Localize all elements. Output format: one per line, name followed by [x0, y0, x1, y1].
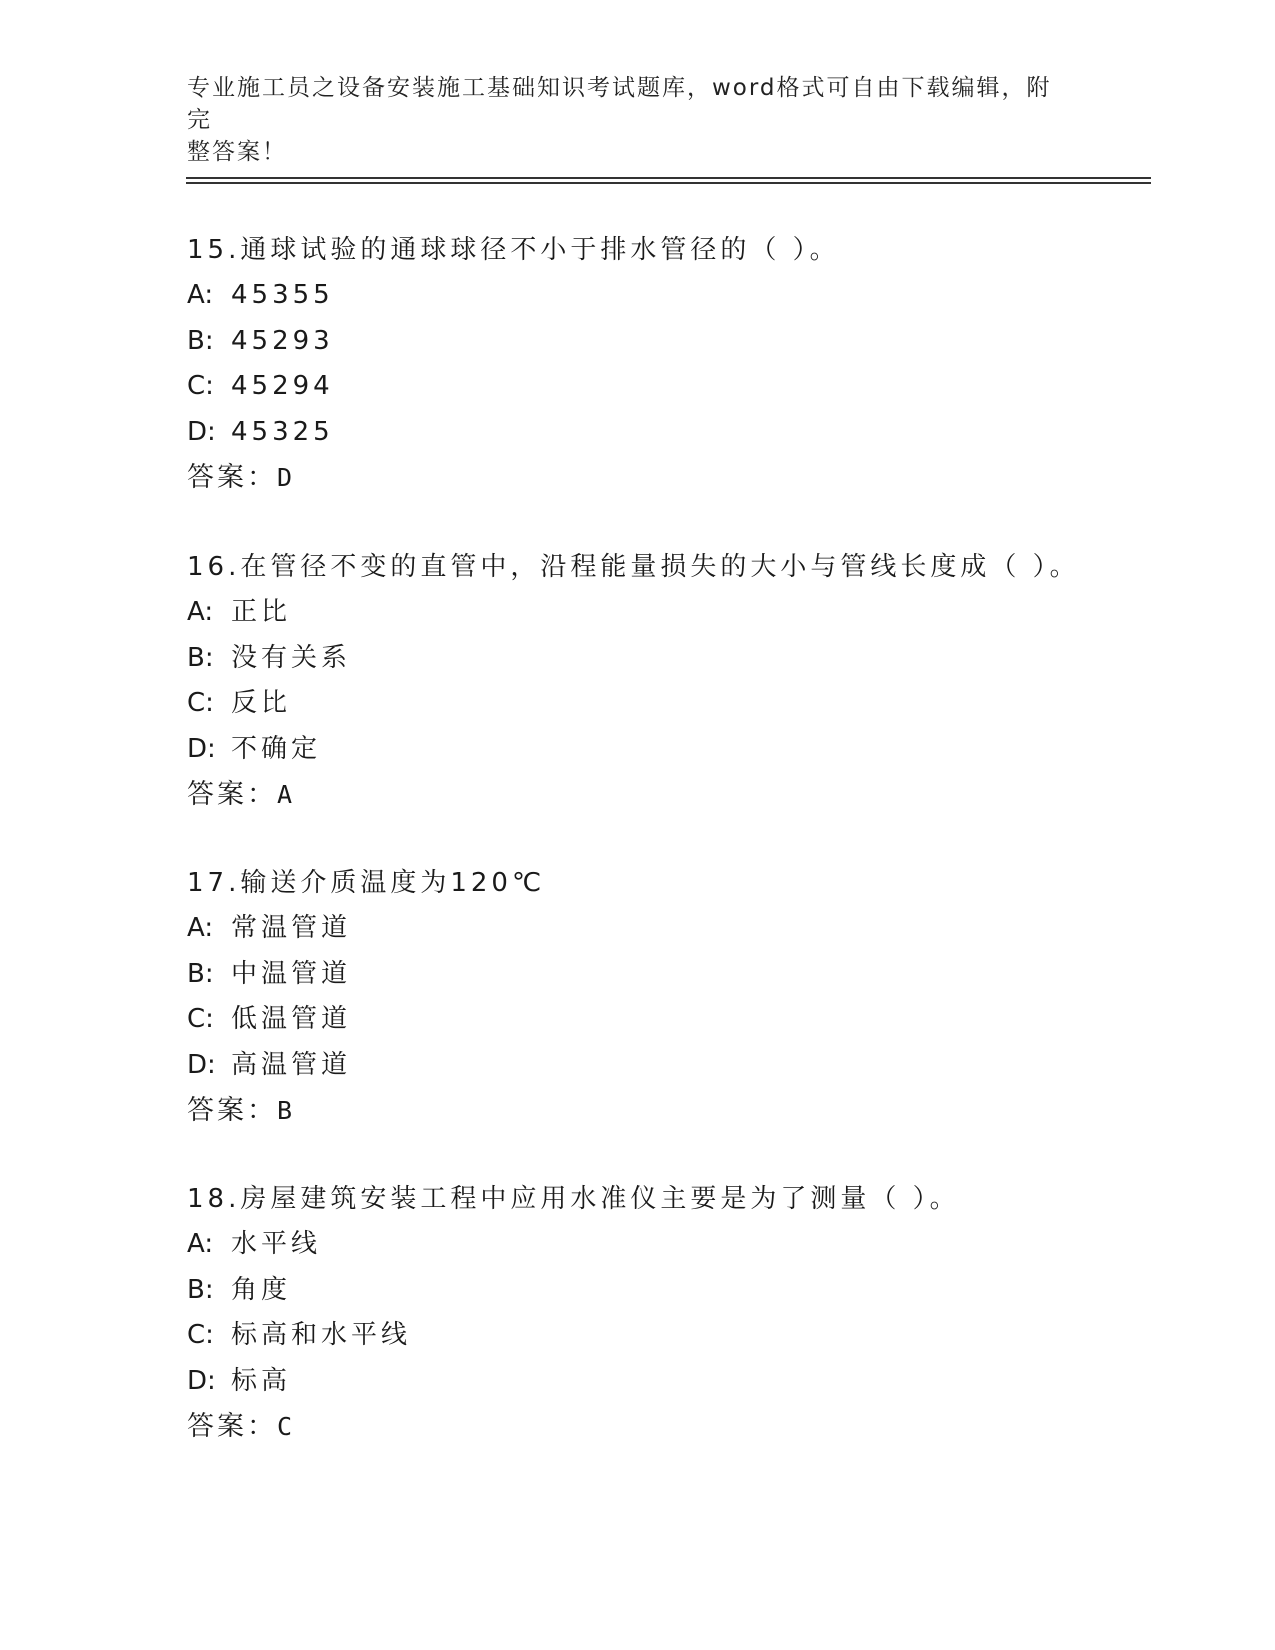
option-letter: C: — [187, 1320, 214, 1350]
option-d — [187, 727, 1147, 773]
option-d — [187, 1359, 1147, 1405]
option-c — [187, 364, 1147, 410]
option-c — [187, 681, 1147, 727]
header-line-2: 整答案！ — [187, 139, 287, 165]
question-16 — [187, 545, 1147, 817]
question-stem: 18.房屋建筑安装工程中应用水准仪主要是为了测量（ ）。 — [187, 1184, 960, 1214]
option-text: 不确定 — [231, 733, 322, 764]
answer-label: 答案： — [187, 779, 277, 810]
option-letter: C: — [187, 371, 214, 401]
answer-line — [187, 1404, 1147, 1449]
option-letter: A: — [187, 913, 214, 943]
question-15 — [187, 228, 1147, 500]
question-stem: 15.通球试验的通球球径不小于排水管径的（ ）。 — [187, 235, 840, 265]
option-letter: D: — [187, 733, 216, 764]
option-a — [187, 273, 1147, 319]
option-text: 标高和水平线 — [231, 1320, 412, 1350]
option-text: 45325 — [231, 416, 334, 447]
option-letter: A: — [187, 1229, 214, 1259]
option-a — [187, 1222, 1147, 1268]
option-text: 正比 — [231, 597, 292, 627]
option-letter: B: — [187, 642, 214, 673]
option-text: 中温管道 — [231, 958, 352, 989]
question-stem: 17.输送介质温度为120℃ — [187, 868, 546, 898]
answer-value: C — [277, 1412, 293, 1441]
answer-label: 答案： — [187, 1411, 277, 1442]
option-letter: A: — [187, 280, 214, 310]
option-c — [187, 997, 1147, 1043]
option-letter: B: — [187, 958, 214, 989]
answer-value: B — [277, 1096, 293, 1125]
question-17 — [187, 861, 1147, 1133]
option-b — [187, 319, 1147, 365]
answer-line — [187, 455, 1147, 500]
answer-label: 答案： — [187, 1095, 277, 1126]
option-b — [187, 636, 1147, 682]
option-text: 常温管道 — [231, 913, 352, 943]
option-letter: D: — [187, 416, 216, 447]
option-text: 没有关系 — [231, 642, 352, 673]
header-divider-bottom — [186, 182, 1151, 184]
option-text: 45294 — [231, 371, 334, 401]
document-header — [187, 72, 1067, 168]
option-d — [187, 410, 1147, 456]
option-c — [187, 1313, 1147, 1359]
option-letter: D: — [187, 1365, 216, 1396]
answer-value: D — [277, 463, 293, 492]
option-text: 反比 — [231, 688, 292, 718]
header-line-1: 专业施工员之设备安装施工基础知识考试题库，word格式可自由下载编辑，附完 — [187, 75, 1052, 133]
option-letter: C: — [187, 688, 214, 718]
option-text: 角度 — [231, 1274, 292, 1305]
option-text: 水平线 — [231, 1229, 322, 1259]
option-letter: B: — [187, 325, 214, 356]
option-letter: C: — [187, 1004, 214, 1034]
option-letter: A: — [187, 597, 214, 627]
option-text: 45355 — [231, 280, 334, 310]
option-a — [187, 906, 1147, 952]
question-stem: 16.在管径不变的直管中，沿程能量损失的大小与管线长度成（ ）。 — [187, 552, 1080, 582]
header-divider-top — [186, 177, 1151, 179]
question-18 — [187, 1177, 1147, 1449]
answer-value: A — [277, 780, 293, 809]
answer-line — [187, 1088, 1147, 1133]
option-text: 低温管道 — [231, 1004, 352, 1034]
option-text: 标高 — [231, 1365, 292, 1396]
option-b — [187, 952, 1147, 998]
option-a — [187, 590, 1147, 636]
option-letter: D: — [187, 1049, 216, 1080]
option-text: 高温管道 — [231, 1049, 352, 1080]
option-letter: B: — [187, 1274, 214, 1305]
answer-line — [187, 772, 1147, 817]
answer-label: 答案： — [187, 462, 277, 493]
option-b — [187, 1268, 1147, 1314]
option-text: 45293 — [231, 325, 334, 356]
option-d — [187, 1043, 1147, 1089]
